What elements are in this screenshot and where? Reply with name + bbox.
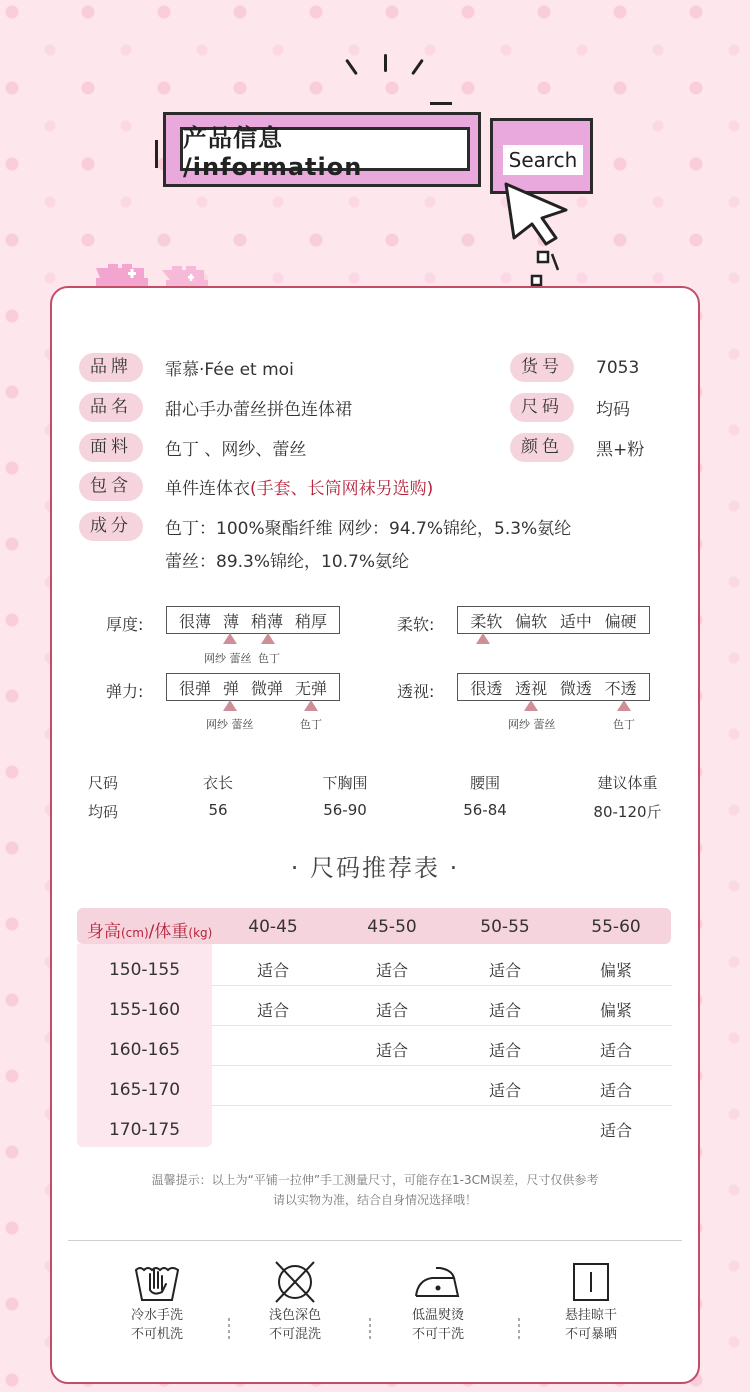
tip-note: 请以实物为准，结合自身情况选择哦！ [272,1193,477,1207]
fit-cell: 适合 [256,961,289,980]
hand-wash-icon [132,1258,182,1306]
care-divider [369,1318,371,1340]
corner-height-unit: (cm) [121,926,149,940]
color-row [510,433,644,462]
row-divider [212,1025,672,1026]
composition-row-2 [165,547,409,572]
fit-cell: 适合 [375,1001,408,1020]
spark-line [411,59,424,75]
height-label: 150-155 [108,960,181,980]
size-row [510,393,630,422]
composition-line1: 色丁：100%聚酯纤维 网纱：94.7%锦纶，5.3%氨纶 [165,519,572,539]
sku-tag: 货号 [510,353,574,382]
height-label: 155-160 [108,1000,181,1020]
row-divider [212,1065,672,1066]
sheerness-option: 微透 [559,678,592,698]
spark-line [430,102,452,105]
fit-cell: 偏紧 [599,961,632,980]
sheerness-marker [617,700,631,711]
row-divider [212,1105,672,1106]
search-button[interactable]: Search [503,145,583,175]
thickness-note: 网纱 蕾丝 [204,652,252,665]
title-box [163,112,481,187]
composition-line2: 蕾丝：89.3%锦纶，10.7%氨纶 [165,552,410,572]
size-header: 腰围 [469,774,500,792]
fit-cell: 适合 [256,1001,289,1020]
softness-label: 柔软: [397,615,435,634]
elasticity-marker [304,700,318,711]
corner-height: 身高 [87,922,121,942]
height-label: 160-165 [108,1040,181,1060]
spark-line [345,59,358,75]
tip-note: 温馨提示：以上为“平铺一拉伸”手工测量尺寸，可能存在1-3CM误差，尺寸仅供参考 [151,1173,599,1187]
no-bleach-icon [270,1258,320,1306]
low-iron-icon [410,1258,466,1306]
include-row [79,472,433,501]
softness-option: 偏软 [515,611,548,631]
fit-cell: 适合 [599,1081,632,1100]
care-item [531,1258,651,1344]
softness-option: 适中 [559,611,592,631]
thickness-option: 稍薄 [250,611,283,631]
fabric-row [79,433,306,462]
name-value: 甜心手办蕾丝拼色连体裙 [165,400,352,420]
care-item [97,1258,217,1344]
elasticity-scale [166,673,340,701]
sku-row [510,353,639,382]
sheerness-marker [524,700,538,711]
thickness-label: 厚度: [106,615,144,634]
size-header: 建议体重 [597,774,658,792]
size-header: 衣长 [202,774,233,792]
sheerness-option: 很透 [470,678,503,698]
include-note: (手套、长筒网袜另选购) [250,479,434,499]
thickness-option: 很薄 [178,611,211,631]
thickness-marker [261,633,275,644]
softness-scale [457,606,650,634]
elasticity-option: 无弹 [294,678,327,698]
color-value: 黑+粉 [596,440,645,460]
elasticity-note: 色丁 [300,718,322,731]
divider [68,1240,682,1241]
weight-header: 55-60 [591,917,641,937]
fabric-value: 色丁 、网纱、蕾丝 [165,440,307,460]
name-tag: 品名 [79,393,143,422]
elasticity-option: 微弹 [250,678,283,698]
brand-tag: 品牌 [79,353,143,382]
row-divider [212,985,672,986]
sku-value: 7053 [596,357,640,378]
brand-row [79,353,294,382]
thickness-marker [223,633,237,644]
composition-tag: 成分 [79,512,143,541]
page-title: 产品信息 /information [180,127,470,171]
include-value: 单件连体衣 [165,479,250,499]
elasticity-option: 很弹 [178,678,211,698]
fabric-tag: 面料 [79,433,143,462]
name-row [79,393,352,422]
weight-header: 45-50 [367,917,417,937]
sheerness-option: 透视 [515,678,548,698]
height-label: 170-175 [108,1120,181,1140]
care-divider [228,1318,230,1340]
softness-option: 偏硬 [604,611,637,631]
fit-cell: 适合 [488,1081,521,1100]
thickness-note: 色丁 [258,652,280,665]
care-item [378,1258,498,1344]
care-line: 悬挂晾干 [564,1308,617,1323]
fit-cell: 适合 [488,1041,521,1060]
care-line: 不可混洗 [268,1327,321,1342]
fit-cell: 偏紧 [599,1001,632,1020]
elasticity-option: 弹 [222,678,239,698]
care-line: 不可机洗 [130,1327,183,1342]
thickness-option: 薄 [222,611,239,631]
size-cell: 56-84 [463,801,507,819]
size-cell: 80-120斤 [593,803,662,821]
weight-header: 40-45 [248,917,298,937]
sheerness-note: 网纱 蕾丝 [508,718,556,731]
fit-cell: 适合 [599,1041,632,1060]
size-cell: 56 [208,801,228,819]
sheerness-note: 色丁 [613,718,635,731]
size-header: 下胸围 [322,774,368,792]
recommend-corner [87,917,212,942]
care-divider [518,1318,520,1340]
care-line: 冷水手洗 [130,1308,183,1323]
fit-cell: 适合 [599,1121,632,1140]
corner-weight: /体重 [148,922,189,942]
size-tag: 尺码 [510,393,574,422]
sheerness-label: 透视: [397,682,435,701]
weight-header: 50-55 [480,917,530,937]
sheerness-option: 不透 [604,678,637,698]
size-cell: 56-90 [323,801,367,819]
color-tag: 颜色 [510,433,574,462]
care-item [235,1258,355,1344]
softness-marker [476,633,490,644]
brand-value: 霏慕·Fée et moi [165,360,294,380]
size-cell: 均码 [87,803,118,821]
thickness-scale [166,606,340,634]
corner-weight-unit: (kg) [188,926,213,940]
care-line: 不可暴晒 [564,1327,617,1342]
fit-cell: 适合 [375,961,408,980]
elasticity-marker [223,700,237,711]
composition-row [79,512,571,541]
hang-dry-icon [566,1258,616,1306]
height-label: 165-170 [108,1080,181,1100]
header [0,0,750,300]
size-header: 尺码 [87,774,118,792]
sheerness-scale [457,673,650,701]
care-line: 低温熨烫 [411,1308,464,1323]
thickness-option: 稍厚 [294,611,327,631]
fit-cell: 适合 [488,1001,521,1020]
fit-cell: 适合 [488,961,521,980]
include-tag: 包含 [79,472,143,501]
spark-line [155,140,158,168]
softness-option: 柔软 [470,611,503,631]
spark-line [384,54,387,72]
elasticity-label: 弹力: [106,682,144,701]
fit-cell: 适合 [375,1041,408,1060]
size-value: 均码 [596,400,630,420]
recommend-title: · 尺码推荐表 · [290,854,460,882]
elasticity-note: 网纱 蕾丝 [206,718,254,731]
care-line: 不可干洗 [411,1327,464,1342]
care-line: 浅色深色 [268,1308,321,1323]
